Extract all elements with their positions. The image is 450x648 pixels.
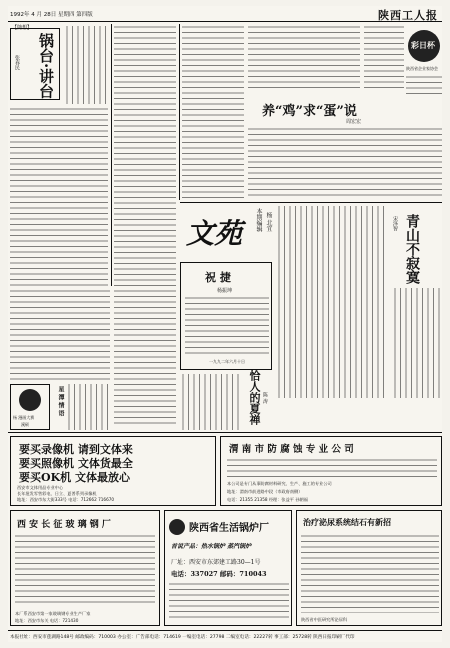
art-section-title: 文苑 (186, 217, 243, 250)
vertical-author: 宋泽智 (392, 216, 398, 231)
boiler-logo (169, 519, 185, 535)
section-rule-2 (8, 432, 442, 433)
ad-xian-fine2: 地址：西安市东关 电话：721430 (15, 618, 79, 623)
vertical-article (276, 206, 388, 398)
column-divider (111, 24, 112, 286)
art-editor-label: 本期编辑 (255, 208, 262, 232)
poem-author: 杨振坤 (217, 288, 233, 294)
vertical-article-2 (392, 288, 442, 398)
ad-boiler-title: 陕西省生活锅炉厂 (189, 523, 269, 534)
article-text-2 (114, 24, 176, 286)
summer-article (180, 374, 242, 430)
ad-recorder-line3: 要买OK机 文体最放心 (19, 471, 130, 484)
footer-text: 本报社址：西安市莲湖路148号 邮政编码：710003 办公室：广告部电话：714619 一编室电话：27798 二编室电话：22227转 事工部：25728转 陕西日报印刷厂代印 (10, 635, 355, 640)
contest-logo-name: 溪硕 (21, 422, 29, 427)
ad-xian-fiberglass (10, 510, 160, 626)
ad-stone-body (301, 533, 439, 613)
article-text-right (364, 24, 404, 92)
masthead (8, 6, 442, 22)
column-author: 张春民 (14, 55, 20, 70)
ad-xian-fine1: 本厂系西安市第一家玻璃钢专业生产厂家 (15, 611, 91, 616)
ad-recorder-fine2: 长年批发零售彩电、日立、夏普系列录像机 (17, 491, 97, 496)
egg-author: 周宏宏 (346, 119, 362, 125)
newspaper-page (8, 6, 442, 642)
column-tag: 【随想】 (12, 25, 33, 31)
logo-caption: 陕西省企业家协会 (406, 66, 438, 71)
ad-stone-title: 治疗泌尿系统结石有新招 (303, 517, 391, 527)
ad-xian-body (15, 533, 155, 607)
date-line: 1992年 4 月 28日 星期四 第四版 (10, 12, 93, 18)
ad-weinan-anticorrosion (220, 436, 442, 506)
mini-column-title: 星 潭 情 语 (57, 386, 64, 417)
ad-boiler-addr: 厂址：西安市东郊建工路30—1号 (171, 559, 261, 566)
ad-boiler-factory (164, 510, 292, 626)
summer-author: 陈 涛 (262, 392, 268, 404)
ad-boiler-body (169, 581, 289, 621)
egg-headline: 养“鸡”求“蛋”说 (262, 104, 357, 119)
ad-recorder-line1: 要买录像机 请到文体来 (19, 443, 133, 456)
poem-title: 祝 捷 (205, 271, 231, 284)
ad-boiler-tel: 电话：337027 邮码：710043 (171, 570, 267, 578)
column-divider-2 (179, 24, 180, 200)
ad-weinan-title: 渭 南 市 防 腐 蚀 专 业 公 司 (229, 444, 354, 455)
ad-weinan-fine2: 地址：渭南市前进路中段（市政府南侧） (227, 489, 303, 494)
contest-caption: 杨 漫画大赛 (13, 415, 35, 420)
column-header-box (10, 28, 60, 100)
poem-date: 一九九二年六月十日 (209, 359, 245, 364)
ad-boiler-slogan: 首说产品：热水锅炉 蒸汽锅炉 (171, 543, 252, 550)
section-rule-1 (180, 202, 442, 203)
logo-text: 彩日杯 (411, 40, 435, 50)
mini-column-text (66, 384, 110, 430)
vertical-title: 青山不寂寞 (404, 214, 420, 284)
footer (8, 630, 442, 642)
column-text-a (64, 26, 108, 104)
ad-video-recorder (10, 436, 216, 506)
ad-kidney-stone (296, 510, 442, 626)
art-editor-name: 杨 北宜 (265, 212, 272, 232)
ad-weinan-fine1: 本公司是专门从事防腐材料研究、生产、施工的专业公司 (227, 481, 332, 486)
poem-text (185, 295, 269, 355)
ad-xian-title: 西 安 长 征 玻 璃 钢 厂 (17, 520, 111, 530)
ad-recorder-fine1: 西安市文体用品专业中心 (17, 485, 64, 490)
article-text-egg (248, 126, 442, 200)
ad-stone-fine1: 陕西省中医研究所泌尿科 (301, 617, 348, 622)
paper-name: 陕西工人报 (378, 9, 438, 22)
ad-weinan-body (227, 457, 437, 479)
sun-cup-logo (408, 30, 440, 62)
ad-weinan-fine3: 电话：21355 21358 经理：张益平 孙朝福 (227, 497, 308, 502)
article-text-3 (182, 24, 244, 200)
contest-logo (19, 389, 41, 411)
article-text-4 (114, 288, 176, 428)
poem-box (180, 262, 272, 370)
ad-recorder-line2: 要买照像机 文体货最全 (19, 457, 133, 470)
cartoon-contest-box (10, 384, 50, 430)
summer-title: 恰人的夏禅 (248, 370, 261, 425)
column-text-b (10, 106, 108, 286)
article-text-right-2 (406, 74, 442, 94)
article-text-5 (10, 288, 110, 380)
column-title: 锅台·讲台 (37, 33, 55, 99)
article-text-egg-top (248, 24, 360, 92)
ad-recorder-fine3: 地址：西安市东大街333号 电话：712662 716670 (17, 497, 115, 502)
